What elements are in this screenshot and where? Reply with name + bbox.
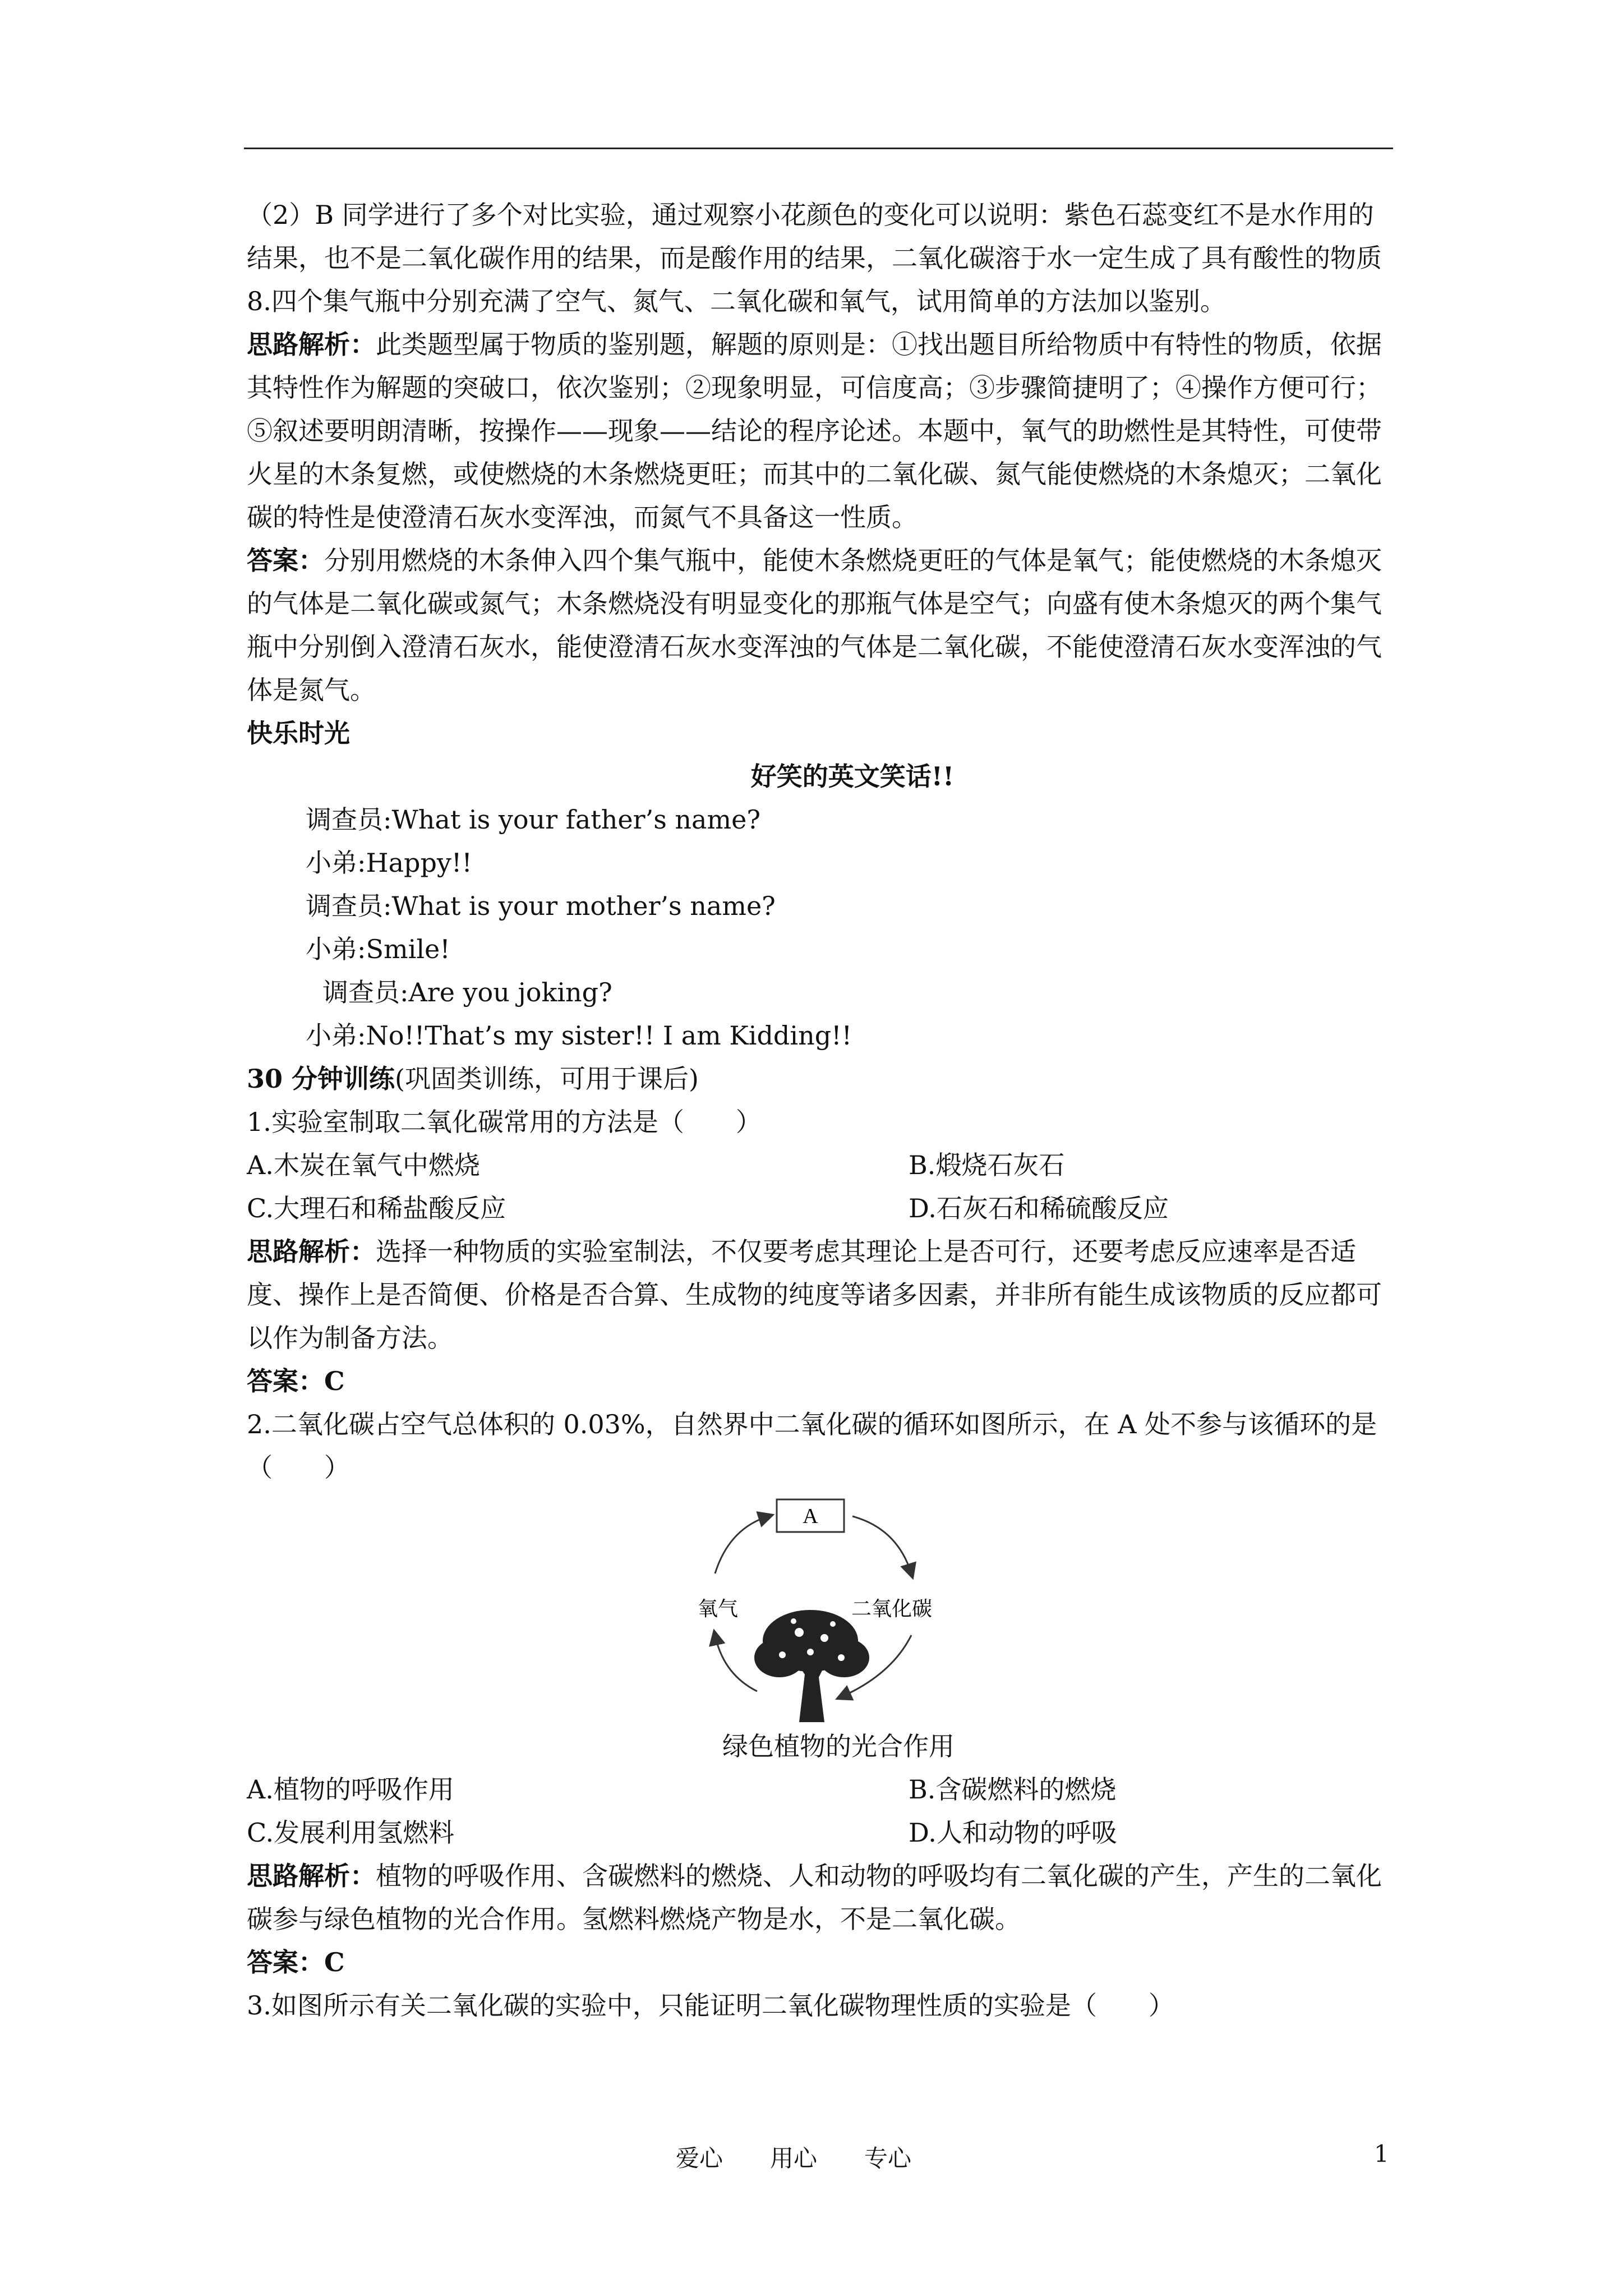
option-a: A.木炭在氧气中燃烧 [247, 1150, 480, 1180]
tree-icon [754, 1610, 869, 1722]
q1-answer: 答案：C [247, 1366, 345, 1396]
answer-label: 答案： [247, 545, 324, 576]
q2-options-row2 [247, 1811, 1391, 1855]
analysis-text: 植物的呼吸作用、含碳燃料的燃烧、人和动物的呼吸均有二氧化碳的产生，产生的二氧化碳参与绿色植物的光合作用。氢燃料燃烧产物是水，不是二氧化碳。 [247, 1861, 1382, 1934]
q1-options-row2 [247, 1187, 1391, 1230]
q2-answer: 答案：C [247, 1947, 345, 1977]
joke-title: 好笑的英文笑话!! [750, 761, 955, 792]
co2-cycle-figure [247, 1489, 1391, 1725]
q3-stem: 3.如图所示有关二氧化碳的实验中，只能证明二氧化碳物理性质的实验是（ ） [247, 1990, 1174, 2021]
option-c: C.发展利用氢燃料 [247, 1818, 455, 1848]
option-a: A.植物的呼吸作用 [247, 1774, 454, 1805]
footer-slogan: 爱心 用心 专心 [676, 2145, 912, 2172]
analysis-text: 此类题型属于物质的鉴别题，解题的原则是：①找出题目所给物质中有特性的物质，依据其特性作为解题的突破口，依次鉴别；②现象明显，可信度高；③步骤简捷明了；④操作方便可行；⑤叙述要明朗清晰，按操作——现象——结论的程序论述。本题中，氧气的助燃性是其特性，可使带火星的木条复燃，或使燃烧的木条燃烧更旺；而其中的二氧化碳、氮气能使燃烧的木条熄灭；二氧化碳的特性是使澄清石灰水变浑浊，而氮气不具备这一性质。 [247, 329, 1382, 532]
q2-analysis [247, 1855, 1391, 1941]
q1-stem: 1.实验室制取二氧化碳常用的方法是（ ） [247, 1107, 762, 1137]
option-d: D.人和动物的呼吸 [909, 1818, 1117, 1848]
training-heading [247, 1057, 1391, 1101]
joke-line: 调查员:Are you joking? [322, 977, 612, 1007]
answer-text: 分别用燃烧的木条伸入四个集气瓶中，能使木条燃烧更旺的气体是氧气；能使燃烧的木条熄灭的气体是二氧化碳或氮气；木条燃烧没有明显变化的那瓶气体是空气；向盛有使木条熄灭的两个集气瓶中分别倒入澄清石灰水，能使澄清石灰水变浑浊的气体是二氧化碳，不能使澄清石灰水变浑浊的气体是氮气。 [247, 545, 1382, 705]
analysis-text: 选择一种物质的实验室制法，不仅要考虑其理论上是否可行，还要考虑反应速率是否适度、操作上是否简便、价格是否合算、生成物的纯度等诸多因素，并非所有能生成该物质的反应都可以作为制备方法。 [247, 1236, 1382, 1353]
analysis-label: 思路解析： [247, 1236, 376, 1267]
q7-part2-text: （2）B 同学进行了多个对比实验，通过观察小花颜色的变化可以说明：紫色石蕊变红不是水作用的结果，也不是二氧化碳作用的结果，而是酸作用的结果，二氧化碳溶于水一定生成了具有酸性的物质 [247, 200, 1382, 273]
joke-line: 调查员:What is your father’s name? [306, 804, 760, 835]
q2-options-row1 [247, 1768, 1391, 1811]
arrow-right-top [852, 1516, 911, 1573]
joke-line: 调查员:What is your mother’s name? [306, 891, 776, 921]
q1-analysis [247, 1230, 1391, 1360]
q8-analysis [247, 323, 1391, 539]
joke-line: 小弟:Smile! [306, 934, 450, 964]
q2-stem: 2.二氧化碳占空气总体积的 0.03%，自然界中二氧化碳的循环如图所示，在 A 处不参与该循环的是（ ） [247, 1409, 1377, 1483]
label-co2: 二氧化碳 [851, 1598, 933, 1621]
option-b: B.含碳燃料的燃烧 [909, 1774, 1117, 1805]
training-heading-bold: 30 分钟训练 [247, 1064, 395, 1094]
header-rule [244, 148, 1393, 149]
box-a-label: A [803, 1504, 818, 1528]
option-b: B.煅烧石灰石 [909, 1150, 1065, 1180]
option-d: D.石灰石和稀硫酸反应 [909, 1193, 1169, 1223]
training-heading-rest: (巩固类训练，可用于课后) [395, 1064, 699, 1094]
joke-line: 小弟:No!!That’s my sister!! I am Kidding!! [306, 1020, 852, 1051]
analysis-label: 思路解析： [247, 329, 376, 360]
analysis-label: 思路解析： [247, 1861, 376, 1891]
label-oxygen: 氧气 [697, 1598, 739, 1621]
arrow-left-bottom [715, 1635, 757, 1691]
q8-stem: 8.四个集气瓶中分别充满了空气、氮气、二氧化碳和氧气，试用简单的方法加以鉴别。 [247, 286, 1226, 316]
document-body [247, 194, 1391, 2027]
joke-line: 小弟:Happy!! [306, 848, 472, 878]
happy-time-heading: 快乐时光 [247, 718, 350, 748]
q1-options-row1 [247, 1144, 1391, 1187]
option-c: C.大理石和稀盐酸反应 [247, 1193, 506, 1223]
figure-caption: 绿色植物的光合作用 [722, 1731, 955, 1761]
page-number: 1 [1374, 2140, 1389, 2168]
q8-answer [247, 539, 1391, 712]
arrow-left-top [715, 1516, 768, 1573]
co2-cycle-diagram [247, 1489, 1391, 1725]
